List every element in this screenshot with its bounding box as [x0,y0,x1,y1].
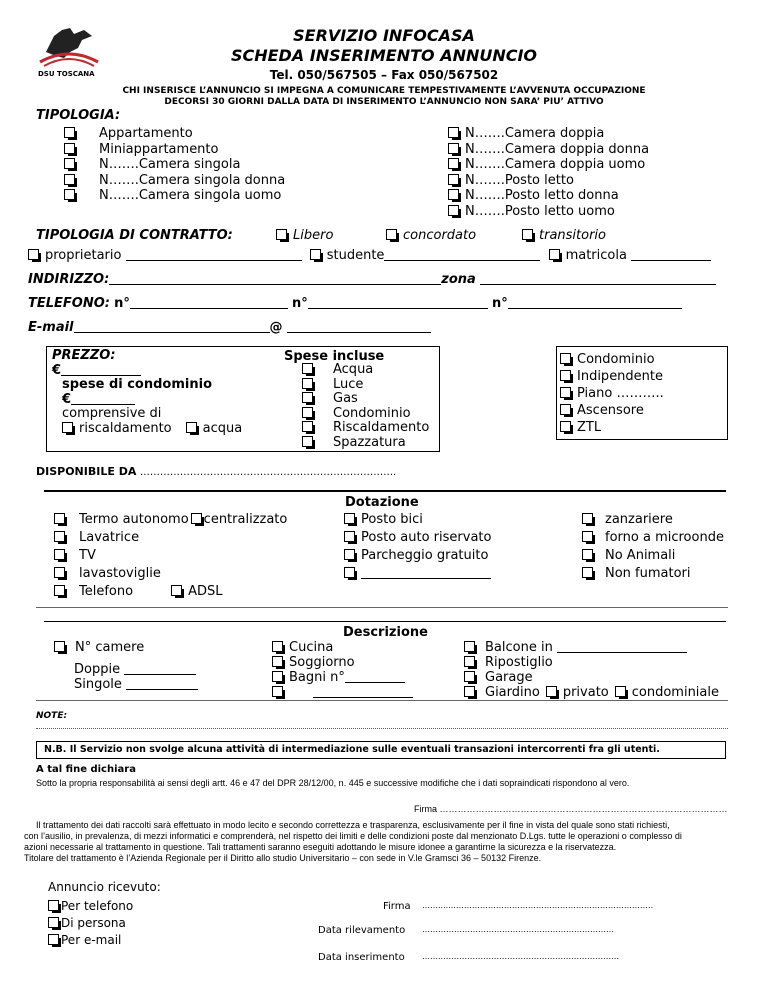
comprensive-label: comprensive di [62,406,162,421]
dotazione-item[interactable]: Lavatrice [54,529,287,547]
checkbox-icon[interactable] [582,567,593,578]
checkbox-icon[interactable] [310,249,321,260]
descrizione-col2 [272,640,413,700]
checkbox-icon[interactable] [191,513,202,524]
telefono-row: TELEFONO: n° n° n° [28,296,682,311]
telefono-field-3[interactable] [508,296,682,309]
title-service: SERVIZIO INFOCASA [293,26,475,45]
proprietario-label: proprietario [45,248,122,263]
spese-incluse-label: Spese incluse [284,349,385,364]
notice-line-1: CHI INSERISCE L’ANNUNCIO SI IMPEGNA A COMUNICARE TEMPESTIVAMENTE L’AVVENUTA OCCUPAZIONE [122,86,646,96]
tipologia-left-list [64,126,285,204]
matricola-label: matricola [565,248,627,263]
prezzo-label: PREZZO: [52,348,116,363]
checkbox-icon[interactable] [302,392,313,403]
spese-incluse-item[interactable]: Gas [302,392,429,407]
indirizzo-row [28,272,716,287]
tipologia-option[interactable]: N…….Camera singola uomo [64,188,285,204]
dotazione-item[interactable]: TV [54,547,287,565]
checkbox-icon[interactable] [272,641,283,652]
contratto-concordato[interactable]: concordato [386,228,476,243]
disponibile-label: DISPONIBILE DA [36,465,137,478]
singole-field[interactable] [126,677,198,690]
singole-row: Singole [74,677,198,692]
checkbox-icon[interactable] [64,127,75,138]
rilevamento-label: Data rilevamento [318,925,406,936]
checkbox-icon[interactable] [276,229,287,240]
zona-field[interactable] [480,272,716,285]
ricevuto-firma-label: Firma [383,901,411,912]
feature-item[interactable]: Ascensore [560,402,664,419]
prezzo-field[interactable]: € [52,364,242,379]
checkbox-icon[interactable] [464,671,475,682]
dotazione-item[interactable]: lavastoviglie [54,565,287,583]
checkbox-icon[interactable] [549,249,560,260]
features-list [560,351,664,436]
checkbox-icon[interactable] [54,641,65,652]
checkbox-icon[interactable] [54,567,65,578]
privacy-text: Il trattamento dei dati raccolti sarà effettuato in modo lecito e secondo correttezza e trasparenza, esclusivamente per il fine in vista del quale sono stati richiesti, con l’ausilio, in prevalenza, di mezzi informatici e comprenderà, nel rispetto dei limiti e delle condizioni poste dal menzionato D.Lgs. tutte le operazioni o complesso di azioni necessarie al trattamento in questione. Tali trattamenti saranno eseguiti adottando le misure idonee a garantirne la sicurezza e la riservatezza. Titolare del trattamento è l’Azienda Regionale per il Diritto allo studio Universitario – con sede in V.le Gramsci 36 – 50132 Firenze. [24,820,682,863]
descrizione-label: Descrizione [343,625,428,640]
checkbox-icon[interactable] [272,686,283,697]
checkbox-icon[interactable] [560,370,571,381]
rilevamento-field[interactable]: ……………………………………………………………… [422,925,614,934]
descrizione-item[interactable]: Balcone in [464,640,719,655]
checkbox-icon[interactable] [582,513,593,524]
descrizione-item[interactable]: Soggiorno [272,655,413,670]
checkbox-icon[interactable] [546,686,557,697]
descrizione-item[interactable]: Cucina [272,640,413,655]
contratto-label: TIPOLOGIA DI CONTRATTO: [36,228,233,243]
checkbox-icon[interactable] [448,127,459,138]
comprensive-options: riscaldamento acqua [62,422,242,437]
indirizzo-field[interactable] [109,272,441,285]
dotazione-item[interactable]: Posto bici [344,511,491,529]
disponibile-row[interactable] [36,465,396,478]
ricevuto-options [48,898,133,949]
checkbox-icon[interactable] [64,174,75,185]
checkbox-icon[interactable] [54,513,65,524]
descrizione-item[interactable]: Giardino privato condominiale [464,685,719,700]
tipologia-option[interactable]: Appartamento [64,126,285,142]
ricevuto-option[interactable]: Per telefono [48,898,133,915]
dotazione-item[interactable]: Non fumatori [582,565,724,583]
checkbox-icon[interactable] [272,671,283,682]
checkbox-icon[interactable] [302,407,313,418]
proprietario-field[interactable] [126,248,302,261]
email-user-field[interactable] [74,320,270,333]
spese-field[interactable]: € [62,393,242,408]
divider [36,607,728,608]
tipologia-option[interactable]: N…….Camera singola [64,157,285,173]
dotazione-item[interactable] [344,565,491,583]
doppie-field[interactable] [124,662,196,675]
checkbox-icon[interactable] [64,158,75,169]
checkbox-icon[interactable] [582,549,593,560]
checkbox-icon[interactable] [186,422,197,433]
note-field[interactable] [36,726,728,729]
checkbox-icon[interactable] [344,531,355,542]
checkbox-icon[interactable] [560,387,571,398]
ricevuto-option[interactable]: Di persona [48,915,133,932]
owner-row [28,248,711,263]
balcone-field[interactable] [557,640,687,653]
dichiara-text: Sotto la propria responsabilità ai sensi degli artt. 46 e 47 del DPR 28/12/00, n. 445 e successive modifiche che i dati sopraindicati rispondono al vero. [36,778,630,788]
checkbox-icon[interactable] [302,421,313,432]
dotazione-label: Dotazione [345,495,419,510]
email-row: E-mail @ [28,320,431,335]
descrizione-item[interactable]: Bagni n° [272,670,413,685]
ricevuto-label: Annuncio ricevuto: [48,880,161,894]
descrizione-item[interactable]: Garage [464,670,719,685]
email-domain-field[interactable] [287,320,431,333]
checkbox-icon[interactable] [54,585,65,596]
tipologia-label: TIPOLOGIA: [36,108,121,123]
tipologia-option[interactable]: N…….Posto letto donna [448,188,649,204]
checkbox-icon[interactable] [448,174,459,185]
spese-input[interactable] [71,394,135,405]
checkbox-icon[interactable] [448,189,459,200]
spese-incluse-item[interactable]: Acqua [302,363,429,378]
zona-label: zona [441,272,476,287]
checkbox-icon[interactable] [522,229,533,240]
checkbox-icon[interactable] [582,531,593,542]
checkbox-icon[interactable] [560,421,571,432]
dotazione-item[interactable]: Termo autonomo centralizzato [54,511,287,529]
descrizione-other-field[interactable] [313,685,413,698]
checkbox-icon[interactable] [448,143,459,154]
checkbox-icon[interactable] [464,686,475,697]
dichiara-firma[interactable]: Firma …………………………………………………………………………………… [414,804,728,814]
dichiara-title: A tal fine dichiara [36,764,136,775]
checkbox-icon[interactable] [48,917,59,928]
disponibile-dots: ………………………………………………………………….. [139,467,397,478]
note-label: NOTE: [36,711,68,721]
dotazione-other-field[interactable] [361,566,491,579]
checkbox-icon[interactable] [171,585,182,596]
divider [44,490,726,492]
spese-incluse-item[interactable]: Condominio [302,407,429,422]
dotazione-col3 [582,511,724,583]
telefono-field-1[interactable] [130,296,288,309]
tipologia-option[interactable]: Miniappartamento [64,142,285,158]
contratto-libero[interactable]: Libero [276,228,333,243]
checkbox-icon[interactable] [344,513,355,524]
checkbox-icon[interactable] [54,531,65,542]
feature-item[interactable]: ZTL [560,419,664,436]
telefono-label: TELEFONO: [28,296,110,311]
checkbox-icon[interactable] [54,549,65,560]
studente-label: studente [326,248,385,263]
checkbox-icon[interactable] [560,353,571,364]
dotazione-item[interactable]: zanzariere [582,511,724,529]
divider [36,700,728,701]
checkbox-icon[interactable] [344,549,355,560]
checkbox-icon[interactable] [62,422,73,433]
checkbox-icon[interactable] [302,436,313,447]
checkbox-icon[interactable] [560,404,571,415]
checkbox-icon[interactable] [272,656,283,667]
spese-condominio-label: spese di condominio [62,377,213,392]
dotazione-item[interactable]: forno a microonde [582,529,724,547]
doppie-row: Doppie [74,662,196,677]
checkbox-icon[interactable] [64,189,75,200]
email-label: E-mail [28,320,74,335]
spese-incluse-list [302,363,429,450]
tipologia-right-list [448,126,649,219]
indirizzo-label: INDIRIZZO: [28,272,110,287]
phone-fax: Tel. 050/567505 – Fax 050/567502 [269,68,499,82]
feature-item[interactable]: Piano ……….. [560,385,664,402]
contratto-transitorio[interactable]: transitorio [522,228,606,243]
logo-text: DSU TOSCANA [38,70,95,78]
checkbox-icon[interactable] [302,363,313,374]
checkbox-icon[interactable] [28,249,39,260]
descrizione-item[interactable]: Ripostiglio [464,655,719,670]
tipologia-option[interactable]: N…….Camera doppia uomo [448,157,649,173]
checkbox-icon[interactable] [464,641,475,652]
tipologia-option[interactable]: N…….Camera doppia donna [448,142,649,158]
checkbox-icon[interactable] [64,143,75,154]
checkbox-icon[interactable] [615,686,626,697]
tipologia-option[interactable]: N…….Posto letto [448,173,649,189]
descrizione-col3 [464,640,719,700]
telefono-field-2[interactable] [308,296,488,309]
nb-text: N.B. Il Servizio non svolge alcuna attività di intermediazione sulle eventuali transazioni intercorrenti fra gli utenti. [44,744,660,755]
prezzo-input[interactable] [61,365,141,376]
dotazione-col1 [54,511,287,601]
inserimento-field[interactable]: ……..………………………………………………………… [422,952,620,961]
descrizione-camere[interactable]: N° camere [54,640,144,655]
bagni-field[interactable] [345,670,405,683]
spese-incluse-item[interactable]: Riscaldamento [302,421,429,436]
checkbox-icon[interactable] [448,205,459,216]
inserimento-label: Data inserimento [318,952,405,963]
spese-incluse-item[interactable]: Spazzatura [302,436,429,451]
tipologia-option[interactable]: N…….Camera singola donna [64,173,285,189]
dotazione-item[interactable]: No Animali [582,547,724,565]
checkbox-icon[interactable] [48,934,59,945]
prezzo-section [52,349,242,436]
checkbox-icon[interactable] [48,900,59,911]
dotazione-item[interactable]: Telefono ADSL [54,583,287,601]
studente-field[interactable] [384,248,540,261]
spese-incluse-item[interactable]: Luce [302,378,429,393]
feature-item[interactable]: Condominio [560,351,664,368]
dotazione-col2 [344,511,491,583]
ricevuto-option[interactable]: Per e-mail [48,932,133,949]
tipologia-option[interactable]: N…….Posto letto uomo [448,204,649,220]
checkbox-icon[interactable] [302,378,313,389]
divider [44,621,726,622]
checkbox-icon[interactable] [386,229,397,240]
title-form: SCHEDA INSERIMENTO ANNUNCIO [230,46,538,65]
feature-item[interactable]: Indipendente [560,368,664,385]
tipologia-option[interactable]: N…….Camera doppia [448,126,649,142]
checkbox-icon[interactable] [344,567,355,578]
checkbox-icon[interactable] [464,656,475,667]
checkbox-icon[interactable] [448,158,459,169]
ricevuto-firma-field[interactable]: ……......………………………………………………………………… [422,901,654,910]
matricola-field[interactable] [631,248,711,261]
dotazione-item[interactable]: Parcheggio gratuito [344,547,491,565]
dotazione-item[interactable]: Posto auto riservato [344,529,491,547]
descrizione-item[interactable] [272,685,413,700]
notice-line-2: DECORSI 30 GIORNI DALLA DATA DI INSERIMENTO L’ANNUNCIO NON SARA’ PIU’ ATTIVO [164,97,604,107]
